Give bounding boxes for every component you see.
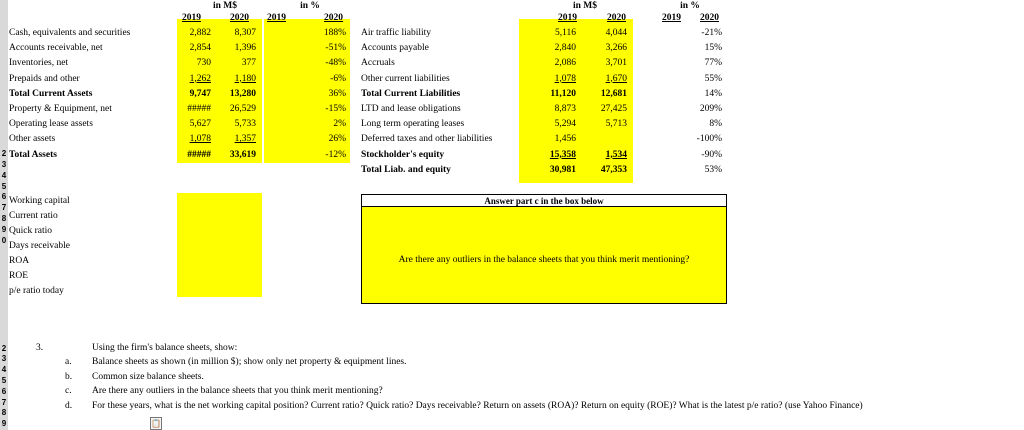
asset-2020-value[interactable]: 1,357 [234,134,256,145]
liability-2020-value[interactable]: 4,044 [605,28,627,38]
liability-2020-value[interactable]: 27,425 [600,104,627,114]
year-2020-liab: 2020 [607,13,626,23]
liability-pct-2020[interactable]: 53% [704,164,722,175]
liability-2020-value[interactable]: 3,266 [605,43,627,54]
liability-2019-value[interactable]: 8,873 [554,104,576,114]
row-number[interactable]: 6 [1,386,7,396]
liability-row-label: Air traffic liability [361,28,431,38]
asset-2019-value[interactable]: 2,882 [189,28,211,38]
liability-row-label: Accounts payable [361,43,429,54]
liability-pct-2020[interactable]: 8% [709,119,722,130]
answer-box-header: Answer part c in the box below [484,196,604,206]
asset-row-label: Cash, equivalents and securities [9,28,131,38]
year-2019-assets-pct: 2019 [267,13,286,23]
liability-2020-value[interactable]: 12,681 [600,88,627,99]
liability-2019-value[interactable]: 15,358 [549,149,576,160]
instruction-text: For these years, what is the net working capital position? Current ratio? Quick ratio? Days receivable? Return on assets (ROA)? Return on equity (ROE)? What is the latest p/e ratio? (use Yahoo Finance) [92,400,863,411]
liability-2019-value[interactable]: 5,116 [554,28,576,38]
header-in-musd-left: in M$ [212,1,237,11]
ratio-label: ROA [9,256,30,266]
question-number: 3. [36,343,44,353]
asset-pct-change[interactable]: -12% [325,149,346,160]
row-number[interactable]: 4 [1,170,7,180]
asset-2020-value[interactable]: 26,529 [229,104,256,114]
liability-row-label: Other current liabilities [361,73,450,84]
liability-row-label: LTD and lease obligations [361,104,461,114]
liability-2019-value[interactable]: 1,456 [554,134,576,145]
liability-pct-2020[interactable]: 209% [699,104,722,114]
instruction-text: Common size balance sheets. [92,371,204,382]
asset-row-label: Total Assets [9,149,57,160]
row-number[interactable]: 5 [1,376,7,385]
liability-2019-value[interactable]: 5,294 [554,119,576,130]
ratio-label: p/e ratio today [9,286,64,296]
clipboard-paste-icon[interactable]: 📋 [151,419,161,428]
row-number[interactable]: 9 [1,419,7,429]
liability-2019-value[interactable]: 11,120 [550,88,576,99]
asset-2020-value[interactable]: 1,396 [234,43,256,54]
asset-2020-value[interactable]: 8,307 [234,28,256,38]
liability-2020-value[interactable]: 1,670 [605,73,627,84]
asset-2019-value[interactable]: 5,627 [189,119,211,130]
row-number[interactable]: 7 [1,203,7,213]
row-number[interactable]: 8 [1,214,7,223]
year-2019-liab-pct: 2019 [662,13,681,23]
liability-row-label: Total Current Liabilities [361,88,461,99]
ratio-label: Days receivable [9,241,70,251]
question-intro: Using the firm's balance sheets, show: [92,343,238,353]
asset-row-label: Property & Equipment, net [9,104,112,114]
row-number[interactable]: 9 [1,224,7,234]
asset-pct-change[interactable]: -51% [325,43,346,54]
asset-pct-change[interactable]: 26% [328,134,346,145]
liability-2020-value[interactable]: 47,353 [600,164,627,175]
asset-row-label: Prepaids and other [9,73,80,84]
asset-pct-change[interactable]: -15% [325,104,346,114]
liability-pct-2020[interactable]: 14% [704,88,722,99]
asset-2019-value[interactable]: 9,747 [189,88,211,99]
year-2019-liab: 2019 [558,13,577,23]
liability-pct-2020[interactable]: -21% [701,28,722,38]
liability-pct-2020[interactable]: 77% [704,58,722,69]
liability-row-label: Long term operating leases [361,119,465,130]
row-number[interactable]: 0 [1,235,7,245]
ratio-label: Quick ratio [9,226,53,236]
instruction-letter: d. [65,400,73,411]
asset-2020-value[interactable]: 1,180 [234,73,256,84]
row-number[interactable]: 3 [1,354,7,364]
instruction-letter: a. [65,357,72,367]
asset-pct-change[interactable]: -48% [325,58,346,69]
liability-2019-value[interactable]: 2,086 [554,58,576,69]
liability-row-label: Accruals [361,58,395,69]
asset-2020-value[interactable]: 5,733 [234,119,256,130]
asset-2019-value[interactable]: 2,854 [189,43,211,54]
asset-pct-change[interactable]: 2% [333,119,346,130]
asset-row-label: Operating lease assets [9,119,93,130]
row-number[interactable]: 5 [1,181,7,191]
liability-2020-value[interactable]: 1,534 [605,149,627,160]
asset-2019-value[interactable]: 1,262 [189,73,211,84]
asset-2020-value[interactable]: 13,280 [229,88,256,99]
header-in-musd-right: in M$ [572,1,597,11]
asset-2019-value[interactable]: 1,078 [189,134,211,145]
header-in-pct-right: in % [680,1,700,11]
asset-2020-value[interactable]: 33,619 [229,149,256,160]
row-number[interactable]: 7 [1,397,7,407]
ratio-label: Current ratio [9,211,58,221]
asset-2019-value[interactable]: ##### [187,104,211,114]
year-2020-liab-pct: 2020 [700,13,719,23]
liability-pct-2020[interactable]: -90% [701,149,722,160]
asset-row-label: Total Current Assets [9,88,93,99]
answer-box[interactable] [361,194,727,304]
header-in-pct-left: in % [300,1,320,11]
row-number[interactable]: 2 [1,343,7,353]
liability-row-label: Deferred taxes and other liabilities [361,134,493,145]
row-number[interactable]: 4 [1,365,7,375]
asset-pct-change[interactable]: 36% [328,88,346,99]
liability-2020-value[interactable]: 5,713 [605,119,627,130]
asset-2019-value[interactable]: ##### [187,149,211,160]
liability-pct-2020[interactable]: -100% [696,134,722,145]
year-2020-assets: 2020 [230,13,249,23]
row-number[interactable]: 8 [1,408,7,418]
liability-2020-value[interactable]: 3,701 [605,58,627,69]
instruction-letter: c. [65,386,72,396]
asset-row-label: Accounts receivable, net [9,43,103,54]
asset-row-label: Inventories, net [9,58,69,69]
instruction-text: Are there any outliers in the balance sheets that you think merit mentioning? [92,386,383,396]
instruction-text: Balance sheets as shown (in million $); show only net property & equipment lines. [92,357,407,367]
row-number[interactable]: 2 [1,149,7,159]
highlight-ratios [177,193,262,297]
liability-row-label: Total Liab. and equity [361,164,451,175]
liability-row-label: Stockholder's equity [361,149,445,160]
asset-pct-change[interactable]: 188% [323,28,346,38]
answer-box-question: Are there any outliers in the balance sheets that you think merit mentioning? [398,255,690,265]
instruction-letter: b. [65,371,73,382]
ratio-label: ROE [9,271,28,281]
row-number[interactable]: 6 [1,192,7,202]
year-2019-assets: 2019 [182,13,201,23]
liability-pct-2020[interactable]: 15% [704,43,722,54]
liability-2019-value[interactable]: 1,078 [554,73,576,84]
asset-2019-value[interactable]: 730 [196,58,211,69]
asset-2020-value[interactable]: 377 [241,58,256,69]
asset-pct-change[interactable]: -6% [330,73,346,84]
asset-row-label: Other assets [9,134,56,145]
row-number[interactable]: 3 [1,160,7,169]
liability-pct-2020[interactable]: 55% [704,73,722,84]
liability-2019-value[interactable]: 2,840 [554,43,576,54]
liability-2019-value[interactable]: 30,981 [549,164,576,175]
year-2020-assets-pct: 2020 [324,13,343,23]
ratio-label: Working capital [9,196,70,206]
